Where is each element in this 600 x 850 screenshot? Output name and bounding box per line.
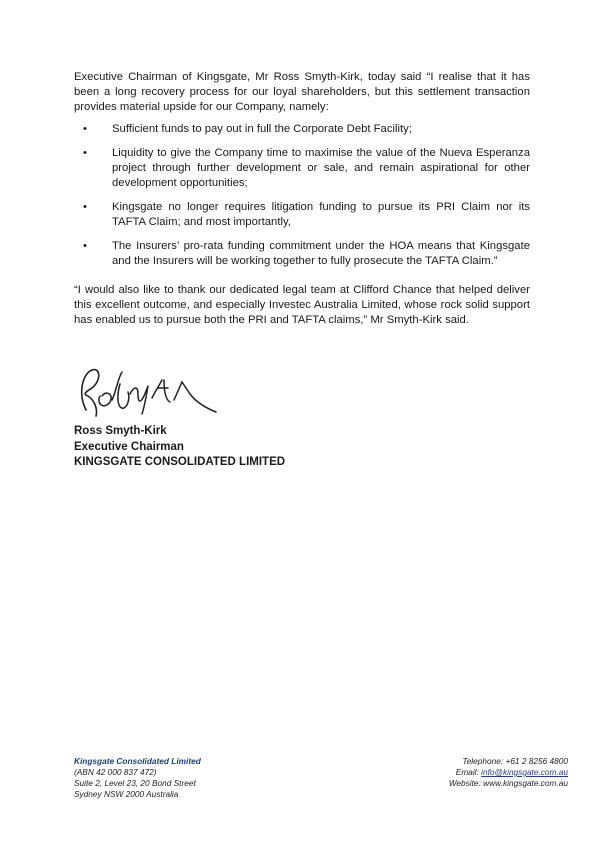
footer-company: Kingsgate Consolidated Limited [74, 756, 201, 766]
bullet-icon: • [83, 240, 87, 252]
footer-abn: (ABN 42 000 837 472) [74, 767, 157, 777]
email-link[interactable]: info@kingsgate.com.au [481, 767, 568, 777]
footer-address [74, 756, 201, 800]
bullet-icon: • [83, 147, 87, 159]
footer-address-line1: Suite 2, Level 23, 20 Bond Street [74, 778, 196, 788]
closing-paragraph: “I would also like to thank our dedicated legal team at Clifford Chance that helped deliver this excellent outcome, and especially Investec Australia Limited, whose rock solid support has enabled us to pursue both the PRI and TAFTA claims,” Mr Smyth-Kirk said. [74, 284, 530, 326]
bullet-icon: • [83, 123, 87, 135]
footer-email: Email: info@kingsgate.com.au [455, 767, 568, 777]
list-item: • Liquidity to give the Company time to maximise the value of the Nueva Esperanza project through further development or sale, and remain aspirational for other development opportunities; [83, 147, 530, 189]
signatory-name: Ross Smyth-Kirk [74, 425, 167, 437]
footer-address-line2: Sydney NSW 2000 Australia [74, 789, 179, 799]
list-item: • The Insurers’ pro-rata funding commitment under the HOA means that Kingsgate and the Insurers will be working together to fully prosecute the TAFTA Claim.” [83, 240, 530, 267]
signatory-title: Executive Chairman [74, 440, 184, 453]
website-link[interactable]: www.kingsgate.com.au [483, 778, 568, 788]
signature-block [74, 424, 285, 471]
benefits-list [74, 122, 530, 278]
footer-contact [449, 756, 568, 789]
footer-telephone: Telephone: +61 2 8256 4800 [462, 756, 568, 766]
bullet-icon: • [83, 201, 87, 213]
list-item: • Kingsgate no longer requires litigation funding to pursue its PRI Claim nor its TAFTA Claim; and most importantly, [83, 201, 530, 228]
list-item: • Sufficient funds to pay out in full the Corporate Debt Facility; [83, 123, 412, 135]
signatory-company: KINGSGATE CONSOLIDATED LIMITED [74, 456, 286, 468]
footer-website: Website: www.kingsgate.com.au [448, 778, 568, 788]
intro-paragraph: Executive Chairman of Kingsgate, Mr Ross Smyth-Kirk, today said “I realise that it has been a long recovery process for our loyal shareholders, but this settlement transaction provides material upside for our Company, namely: [74, 71, 530, 113]
handwritten-signature [72, 364, 222, 420]
